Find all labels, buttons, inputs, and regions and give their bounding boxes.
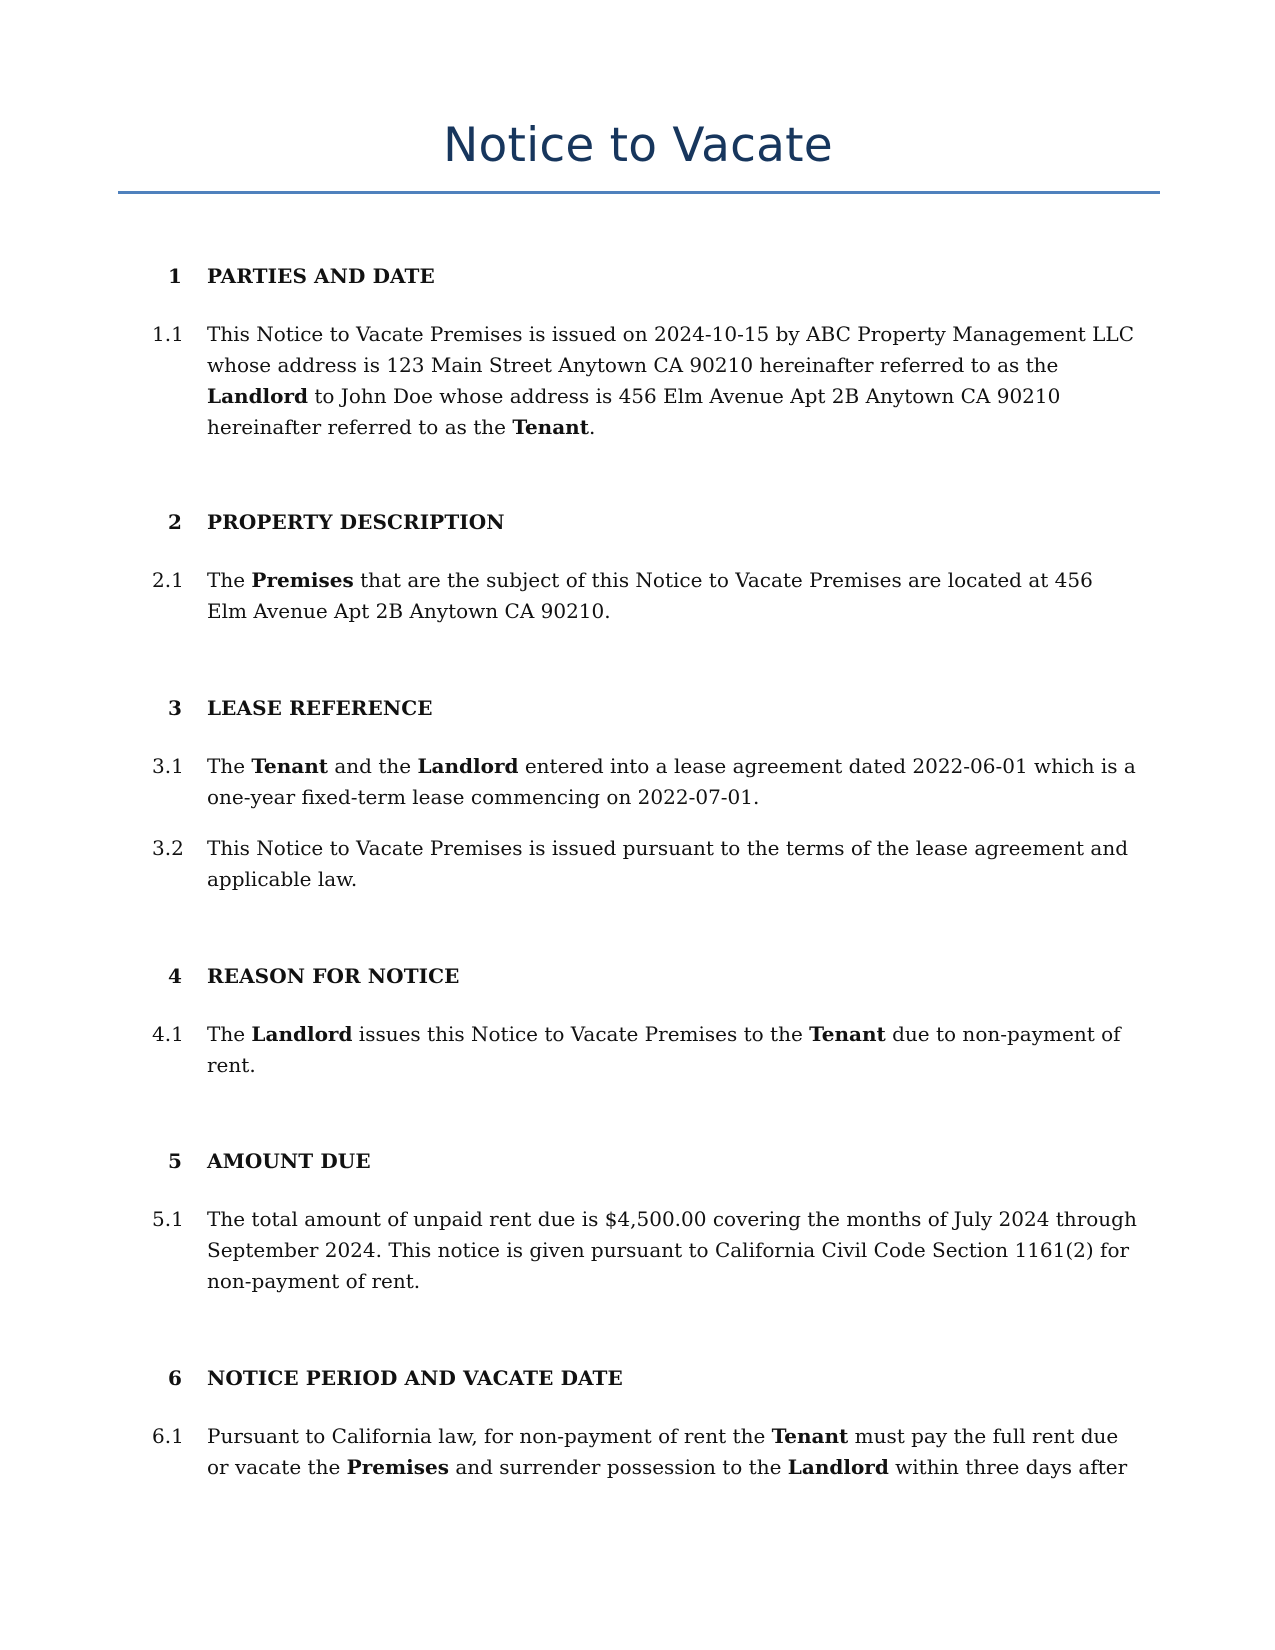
section-title: NOTICE PERIOD AND VACATE DATE bbox=[207, 1366, 623, 1390]
section-title: REASON FOR NOTICE bbox=[207, 964, 460, 988]
clause-number: 2.1 bbox=[152, 568, 184, 592]
section-number: 1 bbox=[168, 264, 182, 288]
section-number: 3 bbox=[168, 696, 182, 720]
section-number: 2 bbox=[168, 510, 182, 534]
clause-number: 3.2 bbox=[152, 836, 184, 860]
section-number: 5 bbox=[168, 1149, 182, 1173]
defined-term: Tenant bbox=[771, 1424, 849, 1448]
defined-term: Landlord bbox=[251, 1022, 353, 1046]
defined-term: Landlord bbox=[787, 1455, 889, 1479]
clause-number: 3.1 bbox=[152, 754, 184, 778]
section-title: PARTIES AND DATE bbox=[207, 264, 435, 288]
section-title: LEASE REFERENCE bbox=[207, 696, 433, 720]
clause-number: 5.1 bbox=[152, 1207, 184, 1231]
defined-term: Landlord bbox=[417, 754, 519, 778]
title-divider bbox=[118, 191, 1160, 194]
clause-text: The Premises that are the subject of this Notice to Vacate Premises are located at 456 Elm Avenue Apt 2B Anytown CA 90210. bbox=[207, 568, 1093, 623]
clause-number: 1.1 bbox=[152, 322, 184, 346]
clause-text: The total amount of unpaid rent due is $4,500.00 covering the months of July 2024 through September 2024. This notice is given pursuant to California Civil Code Section 1161(2) for non-payment of rent. bbox=[207, 1207, 1137, 1293]
document-title: Notice to Vacate bbox=[443, 118, 833, 173]
defined-term: Premises bbox=[346, 1455, 449, 1479]
defined-term: Premises bbox=[251, 568, 354, 592]
section-title: AMOUNT DUE bbox=[207, 1149, 371, 1173]
clause-text: The Landlord issues this Notice to Vacate Premises to the Tenant due to non-payment of rent. bbox=[207, 1022, 1121, 1077]
clause-number: 4.1 bbox=[152, 1022, 184, 1046]
section-title: PROPERTY DESCRIPTION bbox=[207, 510, 505, 534]
defined-term: Tenant bbox=[809, 1022, 886, 1046]
section-number: 6 bbox=[168, 1366, 182, 1390]
defined-term: Landlord bbox=[207, 384, 309, 408]
clause-text: The Tenant and the Landlord entered into a lease agreement dated 2022-06-01 which is a one-year fixed-term lease commencing on 2022-07-01. bbox=[207, 754, 1136, 809]
clause-number: 6.1 bbox=[152, 1424, 184, 1448]
clause-text: This Notice to Vacate Premises is issued on 2024-10-15 by ABC Property Management LLC whose address is 123 Main Street Anytown CA 90210 hereinafter referred to as the Landlord to John Doe whose address is 456 Elm Avenue Apt 2B Anytown CA 90210 hereinafter referred to as the Tenant. bbox=[207, 322, 1135, 439]
defined-term: Tenant bbox=[251, 754, 329, 778]
clause-text: This Notice to Vacate Premises is issued pursuant to the terms of the lease agreement and applicable law. bbox=[207, 836, 1129, 891]
clause-text: Pursuant to California law, for non-payment of rent the Tenant must pay the full rent due or vacate the Premises and surrender possession to the Landlord within three days after bbox=[207, 1424, 1128, 1479]
defined-term: Tenant bbox=[512, 415, 589, 439]
section-number: 4 bbox=[168, 964, 182, 988]
